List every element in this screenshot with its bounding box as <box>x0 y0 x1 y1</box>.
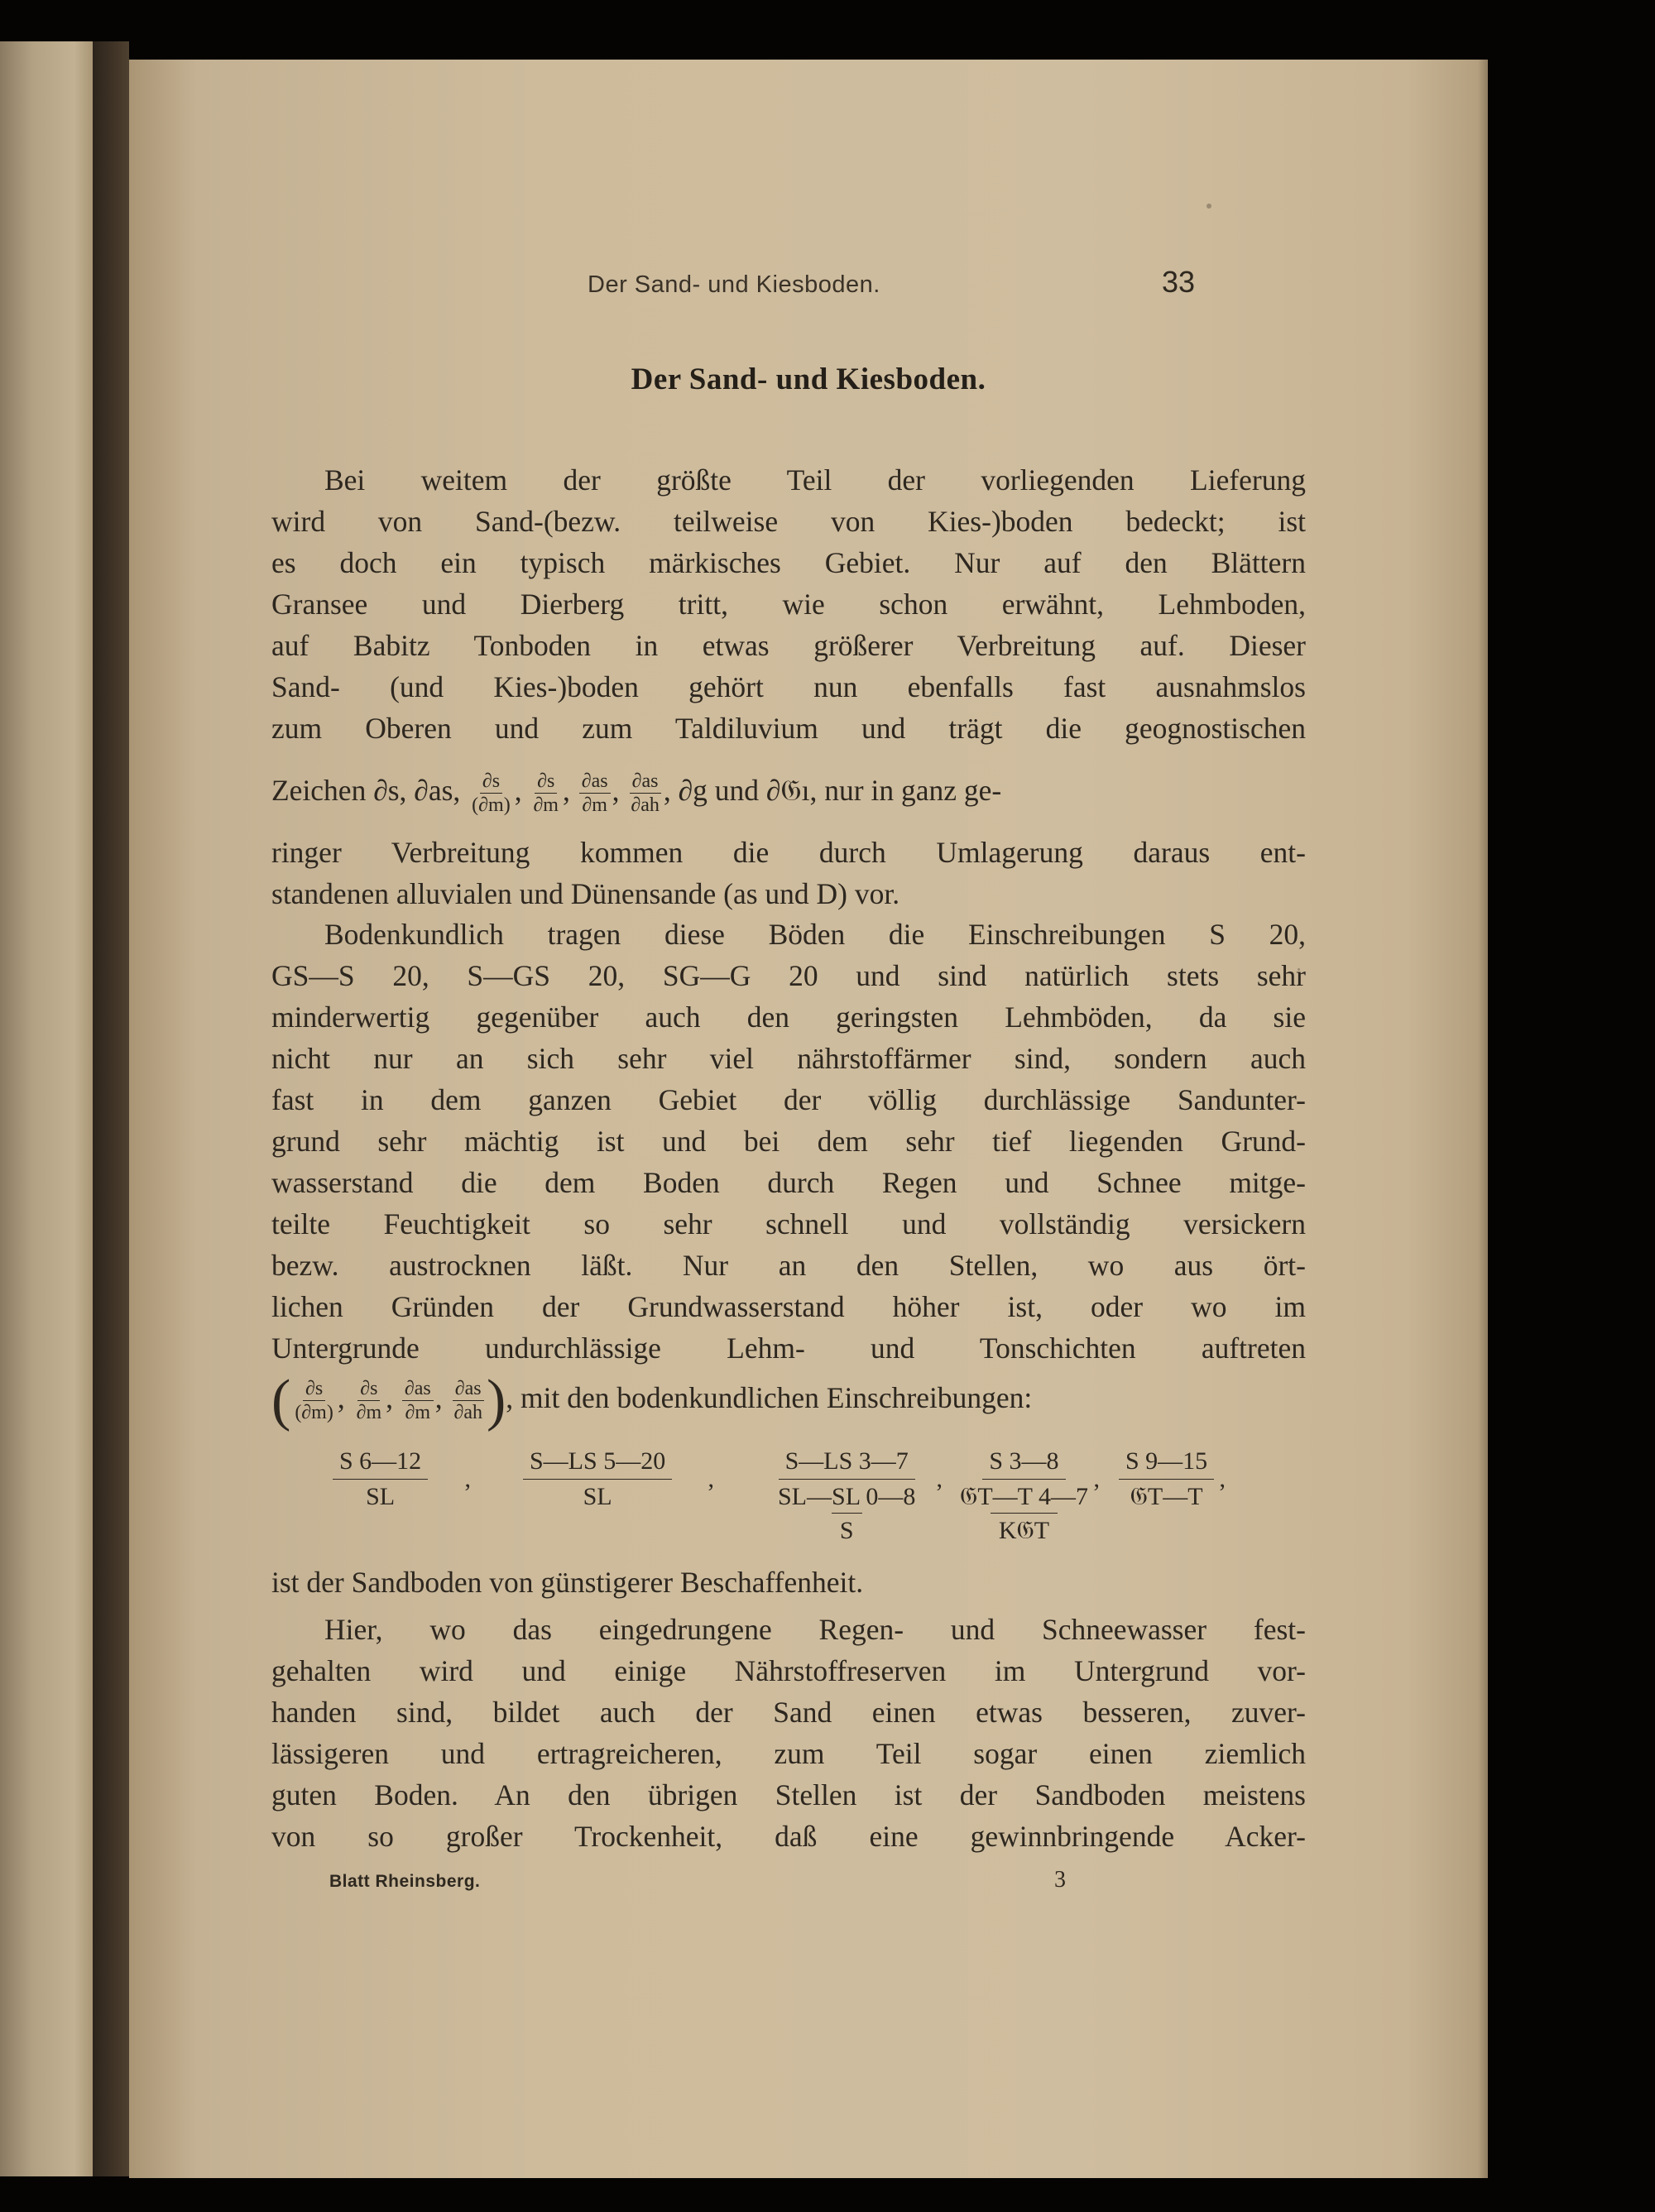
fraction-symbol: $\frac{\partial s}{\partial m}$ <box>356 1378 382 1424</box>
fraction-symbol: $\frac{\partial s}{(\partial m)}$ <box>472 770 511 817</box>
soil-code: $\frac{S 6—12}{SL}$ <box>333 1446 428 1513</box>
sheet-name-footer: Blatt Rheinsberg. <box>329 1872 481 1891</box>
soil-code: S 3—8 𝔊T—T 4—7 K𝔊T <box>953 1446 1095 1547</box>
text-line: guten Boden. An den übrigen Stellen ist der Sandboden meistens <box>271 1778 1306 1811</box>
fraction-symbol: $\frac{\partial as}{\partial m}$ <box>579 770 611 817</box>
book-gutter <box>93 41 129 2176</box>
text-line: wasserstand die dem Boden durch Regen und Schnee mitge- <box>271 1166 1306 1199</box>
text-line: grund sehr mächtig ist und bei dem sehr tief liegenden Grund- <box>271 1125 1306 1158</box>
running-head: Der Sand- und Kiesboden. <box>588 271 880 298</box>
paragraph-3 <box>271 1609 1306 1857</box>
text-line: Bodenkundlich tragen diese Böden die Einschreibungen S 20, <box>324 918 1306 951</box>
paper-speck <box>1206 204 1211 209</box>
previous-page-edge <box>0 41 93 2176</box>
text-line: teilte Feuchtigkeit so sehr schnell und vollständig versickern <box>271 1207 1306 1240</box>
text-line: fast in dem ganzen Gebiet der völlig durchlässige Sandunter- <box>271 1083 1306 1116</box>
text-line: lichen Gründen der Grundwasserstand höher ist, oder wo im <box>271 1290 1306 1323</box>
soil-code: S 9—15 𝔊T—T <box>1119 1446 1214 1513</box>
text-line: Hier, wo das eingedrungene Regen- und Schneewasser fest- <box>324 1613 1306 1646</box>
geognostic-symbols-line: Zeichen ∂s, ∂as, $\frac{\partial s}{(\partial m)}$ , $\frac{\partial s}{\partial m}$ , $\frac{\partial as}{\partial m}$ , $\frac{\partial as}{\partial ah}$ , ∂g und ∂𝔊ı, nur in ganz ge- <box>271 770 1002 817</box>
text-line: minderwertig gegenüber auch den geringsten Lehmböden, da sie <box>271 1000 1306 1034</box>
symbols-prefix: Zeichen ∂s, ∂as, <box>271 774 461 807</box>
fraction-symbol: $\frac{\partial as}{\partial m}$ <box>402 1377 434 1424</box>
text-line: Gransee und Dierberg tritt, wie schon erwähnt, Lehmboden, <box>271 588 1306 621</box>
soil-designations: $\frac{S 6—12}{SL}$ ’ $\frac{S—LS 5—20}{SL}$ ’ S—LS 3—7 SL—SL 0—8 S ’ S 3—8 𝔊T—T 4—7 K𝔊T ’ S 9—15 𝔊T—T ’ <box>333 1446 1243 1570</box>
parenthesized-symbols-line: ( $\frac{\partial s}{(\partial m)}$ , $\frac{\partial s}{\partial m}$ , $\frac{\partial as}{\partial m}$ , $\frac{\partial as}{\partial ah}$ ), mit den bodenkundlichen Einschreibungen: <box>271 1368 1033 1432</box>
text-line: zum Oberen und zum Taldiluvium und trägt die geognostischen <box>271 712 1306 745</box>
text-line: ringer Verbreitung kommen die durch Umlagerung daraus ent- <box>271 836 1306 869</box>
soil-code: $\frac{S—LS 5—20}{SL}$ <box>523 1446 672 1513</box>
symbols-suffix: ∂g und ∂𝔊ı, nur in ganz ge- <box>678 774 1002 807</box>
book-page <box>129 60 1488 2178</box>
text-line: wird von Sand-(bezw. teilweise von Kies-)boden bedeckt; ist <box>271 505 1306 538</box>
text-line: nicht nur an sich sehr viel nährstoffärmer sind, sondern auch <box>271 1042 1306 1075</box>
text-line: Sand- (und Kies-)boden gehört nun ebenfalls fast ausnahmslos <box>271 670 1306 703</box>
paragraph-1 <box>271 459 1306 914</box>
text-line: bezw. austrocknen läßt. Nur an den Stellen, wo aus ört- <box>271 1249 1306 1282</box>
text-line: es doch ein typisch märkisches Gebiet. Nur auf den Blättern <box>271 546 1306 579</box>
text-line: lässigeren und ertragreicheren, zum Teil sogar einen ziemlich <box>271 1737 1306 1770</box>
text-line: gehalten wird und einige Nährstoffreserven im Untergrund vor- <box>271 1654 1306 1687</box>
text-line: ist der Sandboden von günstigerer Beschaffenheit. <box>271 1566 864 1599</box>
text-line: Untergrunde undurchlässige Lehm- und Tonschichten auftreten <box>271 1332 1306 1365</box>
fraction-symbol: $\frac{\partial s}{\partial m}$ <box>533 770 559 817</box>
text-line: GS—S 20, S—GS 20, SG—G 20 und sind natürlich stets sehr <box>271 959 1306 992</box>
text-line: Bei weitem der größte Teil der vorliegenden Lieferung <box>324 463 1306 497</box>
text-line: auf Babitz Tonboden in etwas größerer Verbreitung auf. Dieser <box>271 629 1306 662</box>
paragraph-2 <box>271 914 1306 1432</box>
paragraph-2-closing <box>271 1562 1306 1603</box>
text-line: von so großer Trockenheit, daß eine gewinnbringende Acker- <box>271 1820 1306 1853</box>
fraction-symbol: $\frac{\partial s}{(\partial m)}$ <box>295 1378 333 1424</box>
symbols-suffix: , mit den bodenkundlichen Einschreibungen: <box>506 1381 1033 1414</box>
signature-mark: 3 <box>1054 1867 1066 1893</box>
text-line: handen sind, bildet auch der Sand einen etwas besseren, zuver- <box>271 1696 1306 1729</box>
fraction-symbol: $\frac{\partial as}{\partial ah}$ <box>631 770 660 817</box>
text-line: standenen alluvialen und Dünensande (as und D) vor. <box>271 877 900 910</box>
soil-code: S—LS 3—7 SL—SL 0—8 S <box>771 1446 922 1547</box>
section-heading: Der Sand- und Kiesboden. <box>631 362 986 396</box>
fraction-symbol: $\frac{\partial as}{\partial ah}$ <box>453 1378 482 1424</box>
page-number: 33 <box>1162 265 1196 299</box>
